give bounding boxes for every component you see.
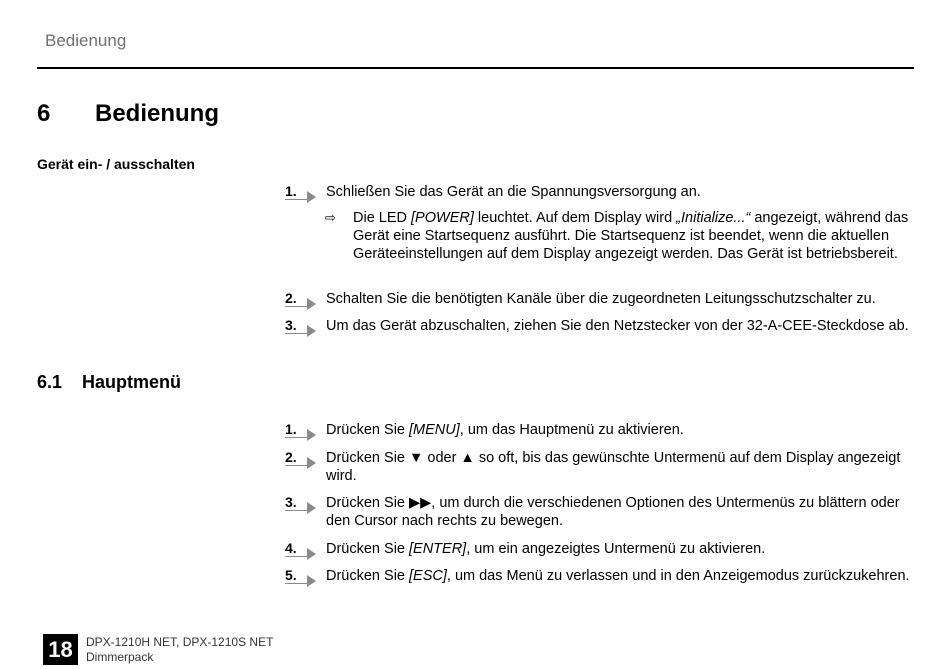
step-text: Schließen Sie das Gerät an die Spannungsversorgung an. xyxy=(326,184,701,200)
step-text: Drücken Sie ▼ oder ▲ so oft, bis das gewünschte Untermenü auf dem Display angezeigt wird. xyxy=(326,450,901,484)
subsection-title: Gerät ein- / ausschalten xyxy=(37,156,195,172)
page-number: 18 xyxy=(48,637,73,662)
menu-key-label: [MENU] xyxy=(409,422,460,438)
footer-product: Dimmerpack xyxy=(86,650,154,664)
section-number: 6.1 xyxy=(37,372,63,392)
step-arrow-icon xyxy=(307,548,316,560)
result-text-pre: Die LED xyxy=(353,210,412,226)
step-underline xyxy=(285,437,307,438)
step-underline xyxy=(285,306,307,307)
page-number-box xyxy=(43,634,78,665)
enter-key-label: [ENTER] xyxy=(409,541,467,557)
step-underline xyxy=(285,199,307,200)
step-marker xyxy=(285,494,325,514)
step-marker xyxy=(285,540,325,560)
step-marker xyxy=(285,290,325,310)
step-text xyxy=(326,421,916,439)
step-number: 4. xyxy=(285,540,297,556)
chapter-number: 6 xyxy=(37,100,51,127)
step-number: 2. xyxy=(285,290,297,306)
step-arrow-icon xyxy=(307,502,316,514)
step-underline xyxy=(285,583,307,584)
step-text-pre: Drücken Sie xyxy=(326,568,410,584)
step-text-pre: Drücken Sie xyxy=(326,541,410,557)
step-underline xyxy=(285,510,307,511)
section-title: Hauptmenü xyxy=(82,372,181,392)
step-marker xyxy=(285,567,325,587)
result-text-post: angezeigt, während das Gerät eine Startsequenz ausführt. Die Startsequenz ist beendet, wenn die aktuellen Geräteeinstellungen auf dem Display angezeigt werden. Das Gerät ist betriebsbereit. xyxy=(353,210,909,262)
step-number: 1. xyxy=(285,421,297,437)
step-underline xyxy=(285,556,307,557)
step-text-pre: Drücken Sie xyxy=(326,422,410,438)
footer-model: DPX-1210H NET, DPX-1210S NET xyxy=(86,635,274,649)
step-arrow-icon xyxy=(307,325,316,337)
led-power-label: [POWER] xyxy=(411,210,474,226)
esc-key-label: [ESC] xyxy=(409,568,447,584)
initialize-label: „Initialize...“ xyxy=(676,210,751,226)
step-number: 2. xyxy=(285,449,297,465)
step-marker xyxy=(285,183,325,203)
running-header: Bedienung xyxy=(45,31,127,50)
step-text: Um das Gerät abzuschalten, ziehen Sie den Netzstecker von der 32-A-CEE-Steckdose ab. xyxy=(326,318,909,334)
step-text xyxy=(326,567,916,585)
step-arrow-icon xyxy=(307,429,316,441)
step-underline xyxy=(285,465,307,466)
result-arrow-icon: ⇨ xyxy=(325,210,336,225)
step-arrow-icon xyxy=(307,191,316,203)
step-marker xyxy=(285,421,325,441)
step-text xyxy=(326,540,916,558)
result-text-mid: leuchtet. Auf dem Display wird xyxy=(473,210,677,226)
step-text: Schalten Sie die benötigten Kanäle über die zugeordneten Leitungsschutzschalter zu. xyxy=(326,291,876,307)
step-marker xyxy=(285,317,325,337)
step-number: 1. xyxy=(285,183,297,199)
step-number: 3. xyxy=(285,317,297,333)
step-arrow-icon xyxy=(307,457,316,469)
step-text-post: , um das Hauptmenü zu aktivieren. xyxy=(459,422,684,438)
header-rule xyxy=(37,67,914,69)
step-text-post: , um das Menü zu verlassen und in den Anzeigemodus zurückzukehren. xyxy=(446,568,910,584)
step-marker xyxy=(285,449,325,469)
step-text-post: , um ein angezeigtes Untermenü zu aktivieren. xyxy=(466,541,766,557)
chapter-title: Bedienung xyxy=(95,100,219,127)
step-number: 5. xyxy=(285,567,297,583)
step-number: 3. xyxy=(285,494,297,510)
step-text: Drücken Sie ▶▶, um durch die verschiedenen Optionen des Untermenüs zu blättern oder den Cursor nach rechts zu bewegen. xyxy=(326,495,900,529)
step-arrow-icon xyxy=(307,575,316,587)
step-arrow-icon xyxy=(307,298,316,310)
step-underline xyxy=(285,333,307,334)
result-text xyxy=(353,209,918,263)
